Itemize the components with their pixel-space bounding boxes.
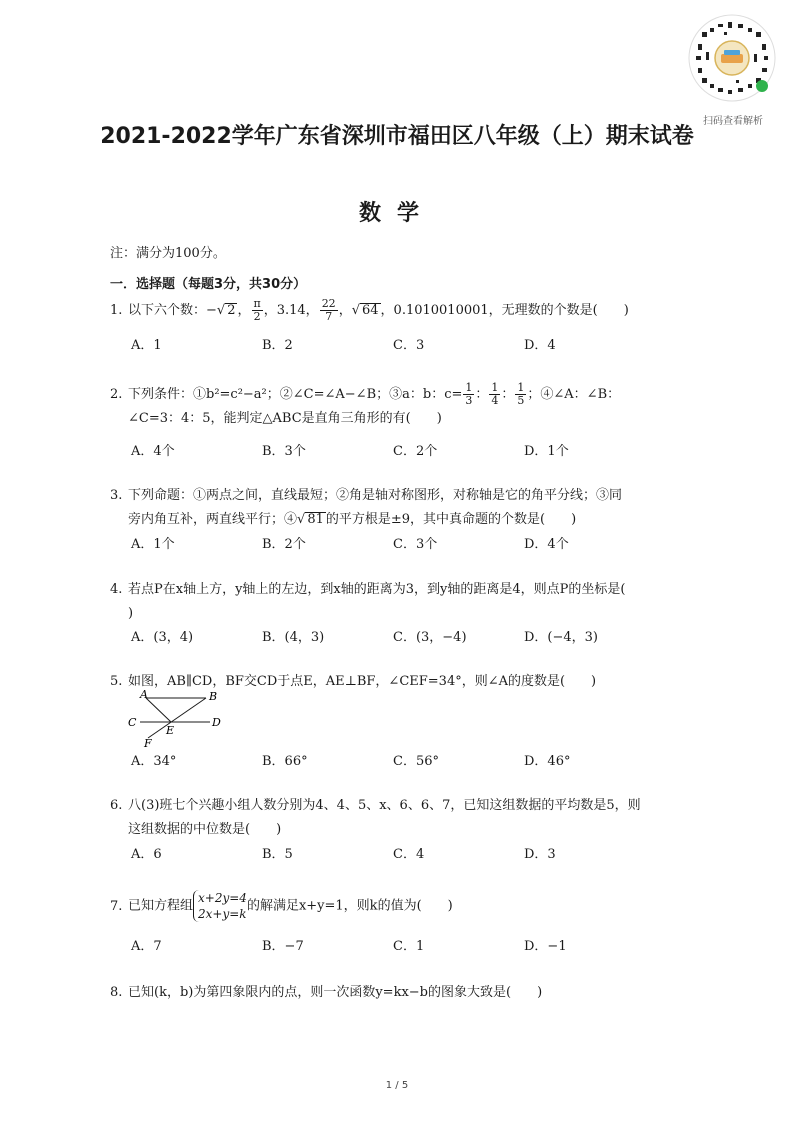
option-d: D．4 [524,338,556,353]
option-c: C．56° [393,754,439,769]
fraction-22-over-7: $\frac{22}{7}$ [321,297,336,323]
option-b: B．2个 [262,537,306,552]
question-4: 4. 若点P在x轴上方，y轴上的左边，到x轴的距离为3，到y轴的距离是4，则点P的坐标是( ) [110,582,626,621]
sqrt-64: 64 [362,303,379,318]
option-c: C．3个 [393,537,438,552]
option-a: A．(3，4) [131,630,194,645]
question-2: 2. 下列条件：①b²=c²−a²；②∠C=∠A−∠B；③a：b：c= $\frac{1}{3}$ ： $\frac{1}{4}$ ： $\frac{1}{5}$ ；④∠A：∠B： ∠C=3：4：5，能判定△ABC是直角三角形的有( ) [110,381,621,426]
option-d: D．(−4，3) [524,630,599,645]
option-a: A．4个 [131,444,175,459]
option-c: C．2个 [393,444,438,459]
line-ae [146,698,171,722]
score-note: 注：满分为100分。 [110,246,226,261]
option-d: D．1个 [524,444,569,459]
option-c: C．3 [393,338,425,353]
question-5-diagram [126,688,226,748]
question-3: 3. 下列命题：①两点之间，直线最短；②角是轴对称图形，对称轴是它的角平分线；③同 旁内角互补，两直线平行；④√ 81 的平方根是±9，其中真命题的个数是( ) [110,488,623,527]
label-b: B [209,690,218,703]
question-6: 6. 八(3)班七个兴趣小组人数分别为4、4、5、x、6、6、7，已知这组数据的平均数是5，则 这组数据的中位数是( ) [110,798,641,837]
option-a: A．34° [131,754,177,769]
question-4-options [131,626,691,646]
option-b: B．−7 [262,939,304,954]
fraction-pi-over-2: $\frac{\pi}{2}$ [253,297,261,323]
option-d: D．4个 [524,537,569,552]
question-3-options [131,533,691,553]
question-1-options [131,334,691,354]
option-a: A．7 [131,939,162,954]
sqrt-2: 2 [227,303,236,318]
equation-system: x+2y=4 2x+y=k [193,890,247,922]
option-d: D．3 [524,847,556,862]
subject-title: 数学 [358,201,435,226]
option-b: B．3个 [262,444,306,459]
fraction-1-3: $\frac{1}{3}$ [465,381,473,407]
option-b: B．5 [262,847,293,862]
option-c: C．(3，−4) [393,630,467,645]
option-c: C．1 [393,939,425,954]
question-5-options [131,750,691,770]
question-8: 8. 已知(k，b)为第四象限内的点，则一次函数y=kx−b的图象大致是( ) [110,985,543,1000]
option-b: B．(4，3) [262,630,325,645]
option-d: D．−1 [524,939,567,954]
sqrt-81: 81 [307,512,324,527]
question-5: 5. 如图，AB∥CD，BF交CD于点E，AE⊥BF，∠CEF=34°，则∠A的度数是( ) [110,674,597,689]
line-bf [148,698,206,738]
question-7: 7. 已知方程组x+2y=4 2x+y=k的解满足x+y=1，则k的值为( ) [110,891,453,921]
page-title: 2021-2022学年广东省深圳市福田区八年级（上）期末试卷 [100,124,694,149]
option-a: A．1 [131,338,162,353]
option-a: A．1个 [131,537,175,552]
label-a: A [140,688,148,701]
fraction-1-5: $\frac{1}{5}$ [517,381,525,407]
option-a: A．6 [131,847,162,862]
question-7-options [131,935,691,955]
label-e: E [166,724,175,737]
label-f: F [144,737,152,748]
qr-caption: 扫码查看解析 [703,116,763,127]
option-c: C．4 [393,847,425,862]
option-b: B．66° [262,754,308,769]
label-c: C [128,716,137,729]
section-heading-choice: 一．选择题（每题3分，共30分） [110,277,307,292]
page-number: 1 / 5 [385,1080,409,1091]
question-2-options [131,440,691,460]
label-d: D [212,716,221,729]
question-1: 1. 以下六个数：−√ 2 ， $\frac{\pi}{2}$ ，3.14， $\frac{22}{7}$ ，√ 64 ，0.1010010001，无理数的个数是( ) [110,297,629,323]
option-d: D．46° [524,754,571,769]
fraction-1-4: $\frac{1}{4}$ [491,381,499,407]
qr-code-image [688,14,776,102]
option-b: B．2 [262,338,293,353]
question-6-options [131,843,691,863]
